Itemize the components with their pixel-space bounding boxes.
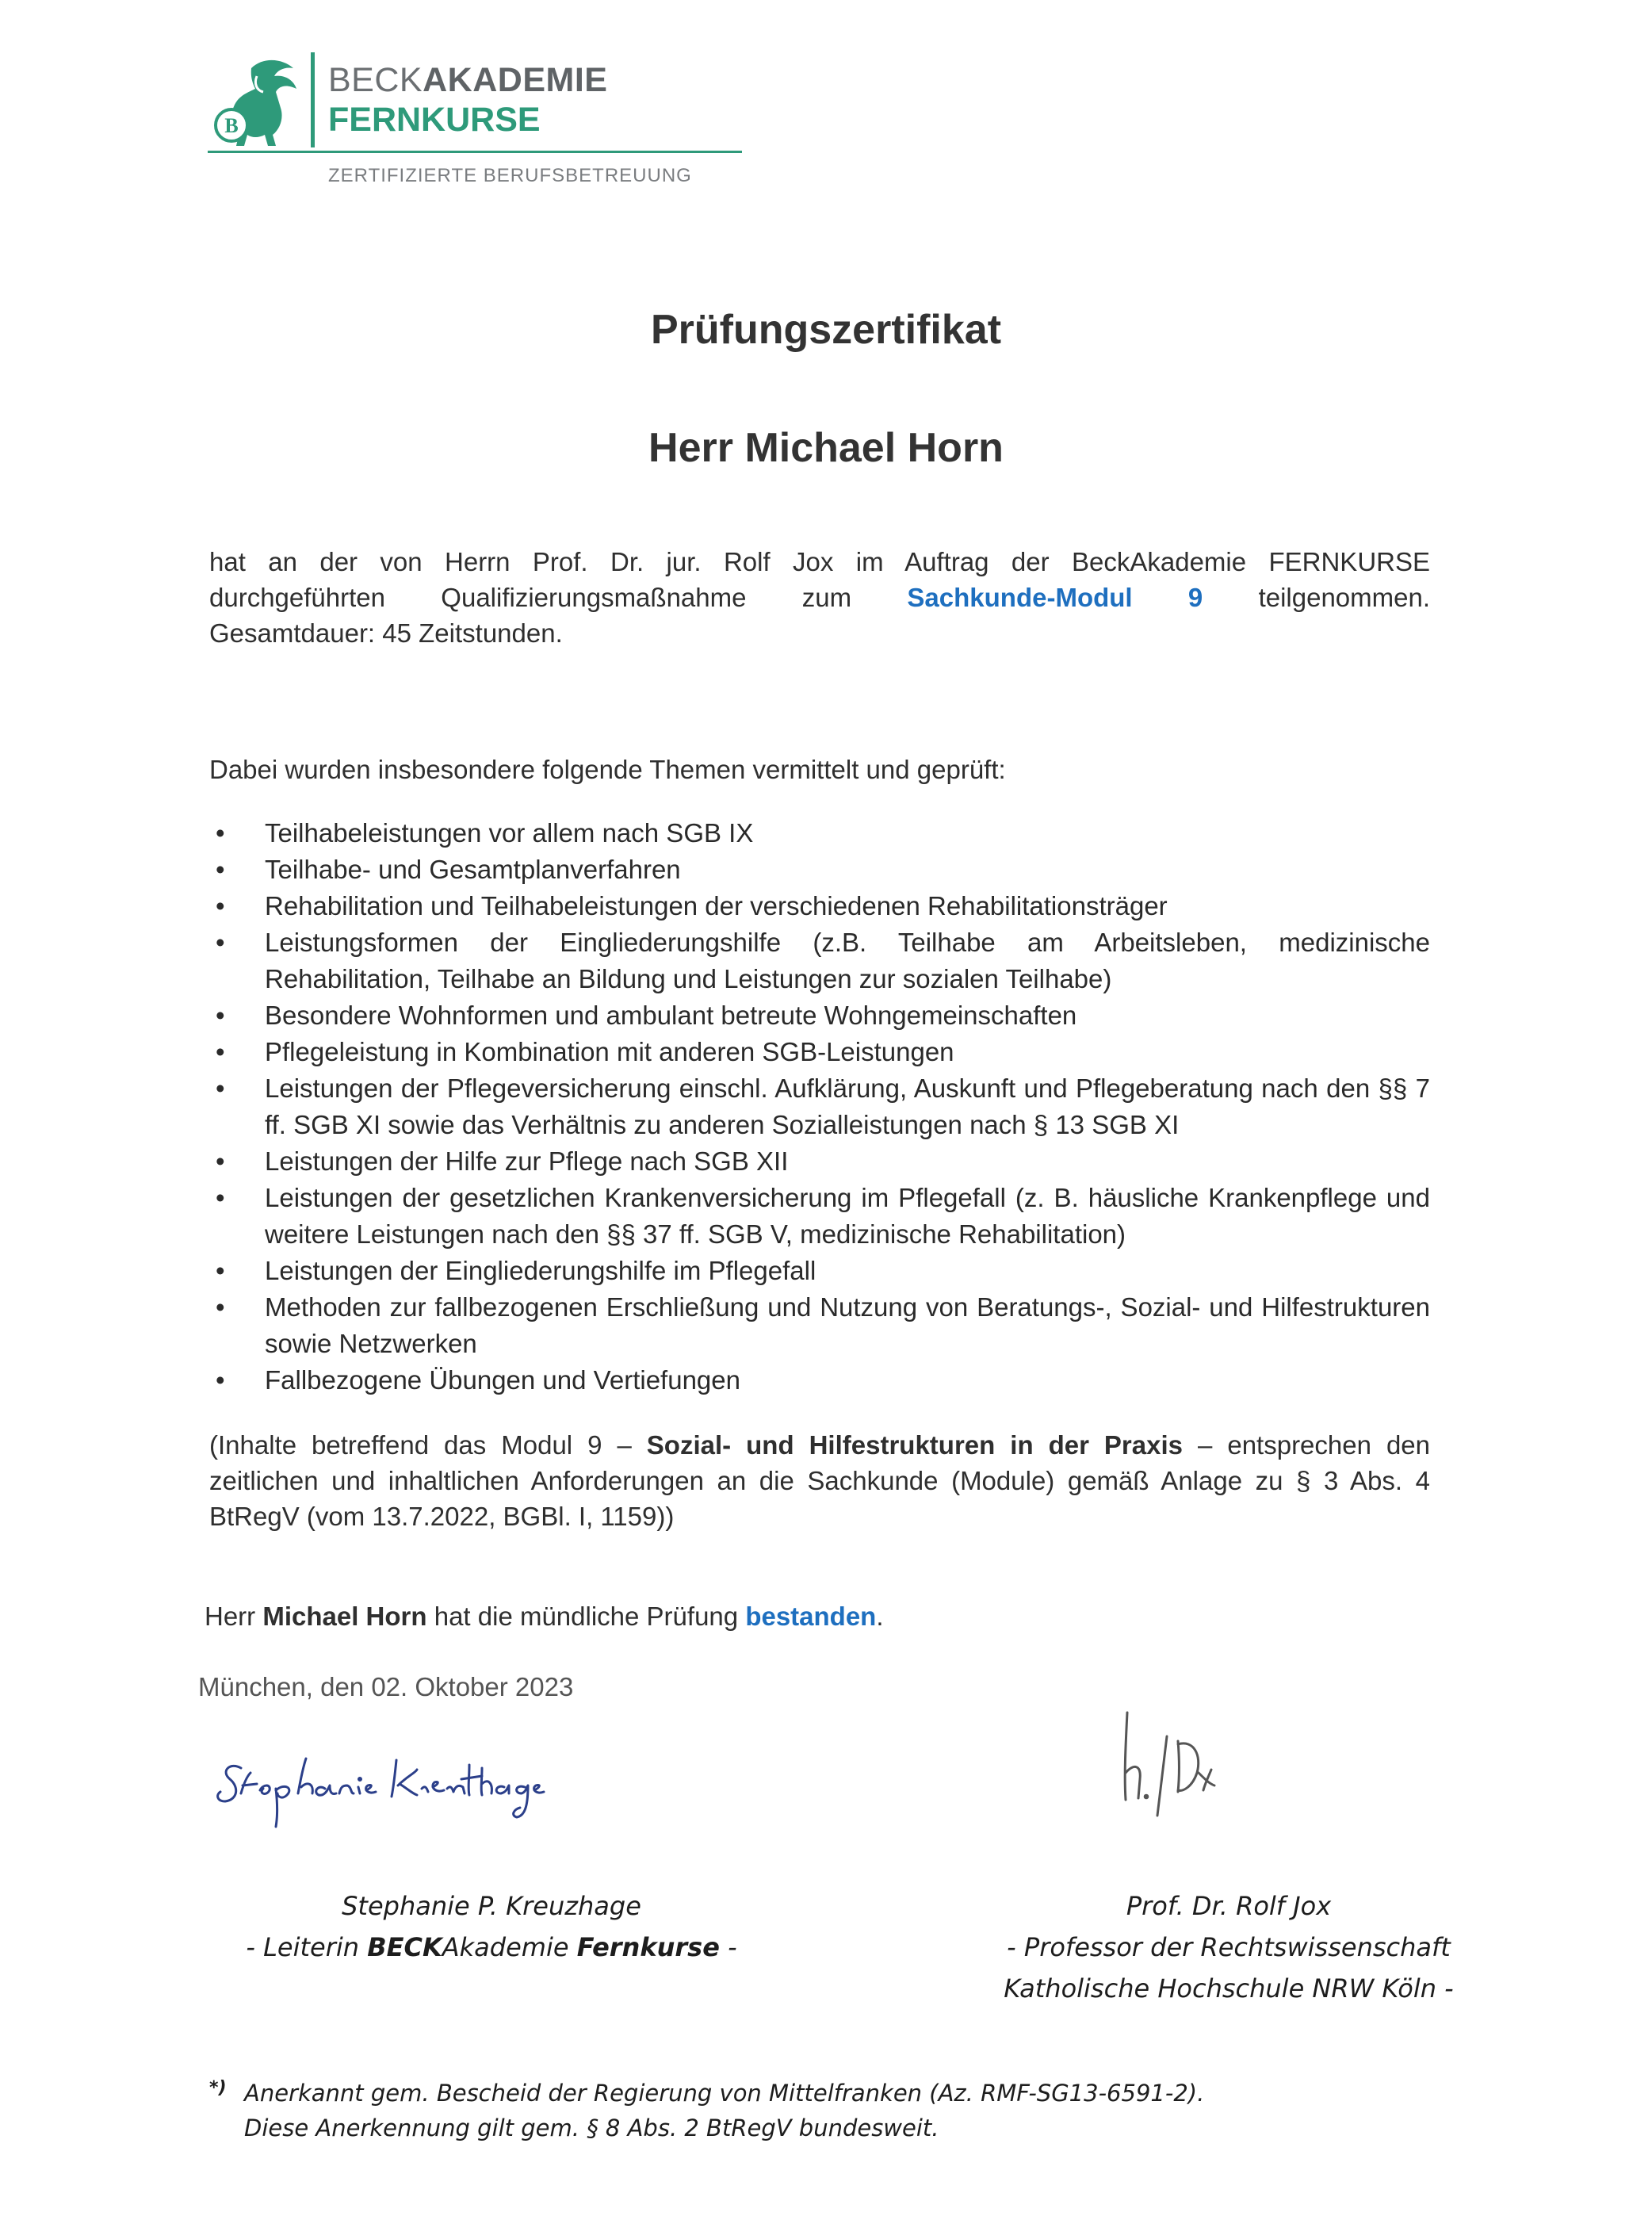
- footnote: [209, 2076, 1204, 2145]
- topic-item: [209, 1362, 1430, 1399]
- topic-text: Rehabilitation und Teilhabeleistungen der verschiedenen Rehabilitationsträger: [265, 891, 1168, 920]
- bullet-icon: •: [216, 1256, 225, 1285]
- bullet-icon: •: [216, 1037, 225, 1066]
- bullet-icon: •: [216, 928, 225, 957]
- topic-item: [209, 1180, 1430, 1253]
- bullet-icon: •: [216, 1183, 225, 1212]
- signatory-role: Katholische Hochschule NRW Köln -: [1004, 1973, 1454, 2004]
- footnote-mark: *): [209, 2078, 227, 2098]
- brand-subname: FERNKURSE: [328, 101, 541, 139]
- topic-item: [209, 1289, 1430, 1362]
- intro-line: Gesamtdauer: 45 Zeitstunden.: [209, 618, 563, 648]
- topic-item: [209, 1034, 1430, 1070]
- topic-text: Leistungen der gesetzlichen Krankenversicherung im Pflegefall (z. B. häusliche Krankenpflege und weitere Leistungen nach den §§ 37 ff. SGB V, medizinische Rehabilitation): [265, 1183, 1430, 1249]
- topic-text: Teilhabe- und Gesamtplanverfahren: [265, 855, 681, 884]
- topic-item: [209, 888, 1430, 924]
- topic-text: Pflegeleistung in Kombination mit anderen SGB-Leistungen: [265, 1037, 954, 1066]
- signatory-left: [182, 1885, 801, 1968]
- logo-letter: B: [224, 114, 239, 137]
- brand-name: BECKAKADEMIE: [328, 61, 608, 99]
- topic-text: Besondere Wohnformen und ambulant betreute Wohngemeinschaften: [265, 1001, 1077, 1030]
- signatory-name: Prof. Dr. Rolf Jox: [1126, 1891, 1332, 1921]
- bullet-icon: •: [216, 1074, 225, 1103]
- topic-item: [209, 815, 1430, 852]
- bullet-icon: •: [216, 891, 225, 920]
- signatory-right: [920, 1885, 1538, 2009]
- signatory-role: - Professor der Rechtswissenschaft: [1007, 1932, 1451, 1962]
- intro-paragraph: [209, 544, 1430, 651]
- header-divider: [208, 151, 742, 153]
- signature-right: [1110, 1697, 1237, 1831]
- footnote-line: Diese Anerkennung gilt gem. § 8 Abs. 2 BtRegV bundesweit.: [244, 2115, 939, 2141]
- topic-text: Teilhabeleistungen vor allem nach SGB IX: [265, 818, 754, 848]
- bullet-icon: •: [216, 1146, 225, 1176]
- topic-list: [209, 815, 1430, 1399]
- topic-text: Leistungen der Eingliederungshilfe im Pflegefall: [265, 1256, 816, 1285]
- signatory-role: - Leiterin BECKAkademie Fernkurse -: [246, 1932, 737, 1962]
- bullet-icon: •: [216, 1292, 225, 1322]
- signatory-name: Stephanie P. Kreuzhage: [342, 1891, 641, 1921]
- topic-text: Leistungen der Pflegeversicherung einschl. Aufklärung, Auskunft und Pflegeberatung nach den §§ 7 ff. SGB XI sowie das Verhältnis zu anderen Sozialleistungen nach § 13 SGB XI: [265, 1074, 1430, 1139]
- topic-text: Fallbezogene Übungen und Vertiefungen: [265, 1365, 740, 1395]
- topic-text: Leistungsformen der Eingliederungshilfe (z.B. Teilhabe am Arbeitsleben, medizinische Rehabilitation, Teilhabe an Bildung und Leistungen zur sozialen Teilhabe): [265, 928, 1430, 993]
- bullet-icon: •: [216, 1001, 225, 1030]
- topic-item: [209, 1253, 1430, 1289]
- module-highlight: Sachkunde-Modul 9: [907, 583, 1203, 612]
- signature-left: [214, 1744, 563, 1831]
- module-title: Sozial- und Hilfestrukturen in der Praxis: [646, 1430, 1184, 1460]
- topic-item: [209, 1143, 1430, 1180]
- result-status: bestanden: [745, 1602, 877, 1631]
- recipient-name: Herr Michael Horn: [648, 425, 1004, 471]
- date-place: München, den 02. Oktober 2023: [198, 1672, 574, 1701]
- logo-divider: [311, 52, 315, 147]
- document-title: Prüfungszertifikat: [650, 307, 1002, 353]
- footnote-line: Anerkannt gem. Bescheid der Regierung von Mittelfranken (Az. RMF-SG13-6591-2).: [244, 2080, 1205, 2107]
- intro-line: durchgeführten Qualifizierungsmaßnahme zum Sachkunde-Modul 9 teilgenommen.: [209, 583, 1431, 612]
- griffin-icon: [208, 52, 327, 152]
- exam-result: Herr Michael Horn hat die mündliche Prüfung bestanden.: [205, 1602, 884, 1631]
- bullet-icon: •: [216, 818, 225, 848]
- legal-note: (Inhalte betreffend das Modul 9 – Sozial- und Hilfestrukturen in der Praxis – entsprechen den zeitlichen und inhaltlichen Anforderungen an die Sachkunde (Module) gemäß Anlage zu § 3 Abs. 4 BtRegV (vom 13.7.2022, BGBl. I, 1159)): [209, 1430, 1431, 1531]
- brand-tagline: ZERTIFIZIERTE BERUFSBETREUUNG: [328, 165, 692, 186]
- bullet-icon: •: [216, 855, 225, 884]
- bullet-icon: •: [216, 1365, 225, 1395]
- intro-line: hat an der von Herrn Prof. Dr. jur. Rolf Jox im Auftrag der BeckAkademie FERNKURSE: [209, 547, 1430, 576]
- topic-item: [209, 852, 1430, 888]
- topic-text: Leistungen der Hilfe zur Pflege nach SGB XII: [265, 1146, 789, 1176]
- topic-item: [209, 924, 1430, 997]
- topics-intro: Dabei wurden insbesondere folgende Themen vermittelt und geprüft:: [209, 755, 1006, 784]
- topic-text: Methoden zur fallbezogenen Erschließung und Nutzung von Beratungs-, Sozial- und Hilfestrukturen sowie Netzwerken: [265, 1292, 1430, 1358]
- topic-item: [209, 1070, 1430, 1143]
- topic-item: [209, 997, 1430, 1034]
